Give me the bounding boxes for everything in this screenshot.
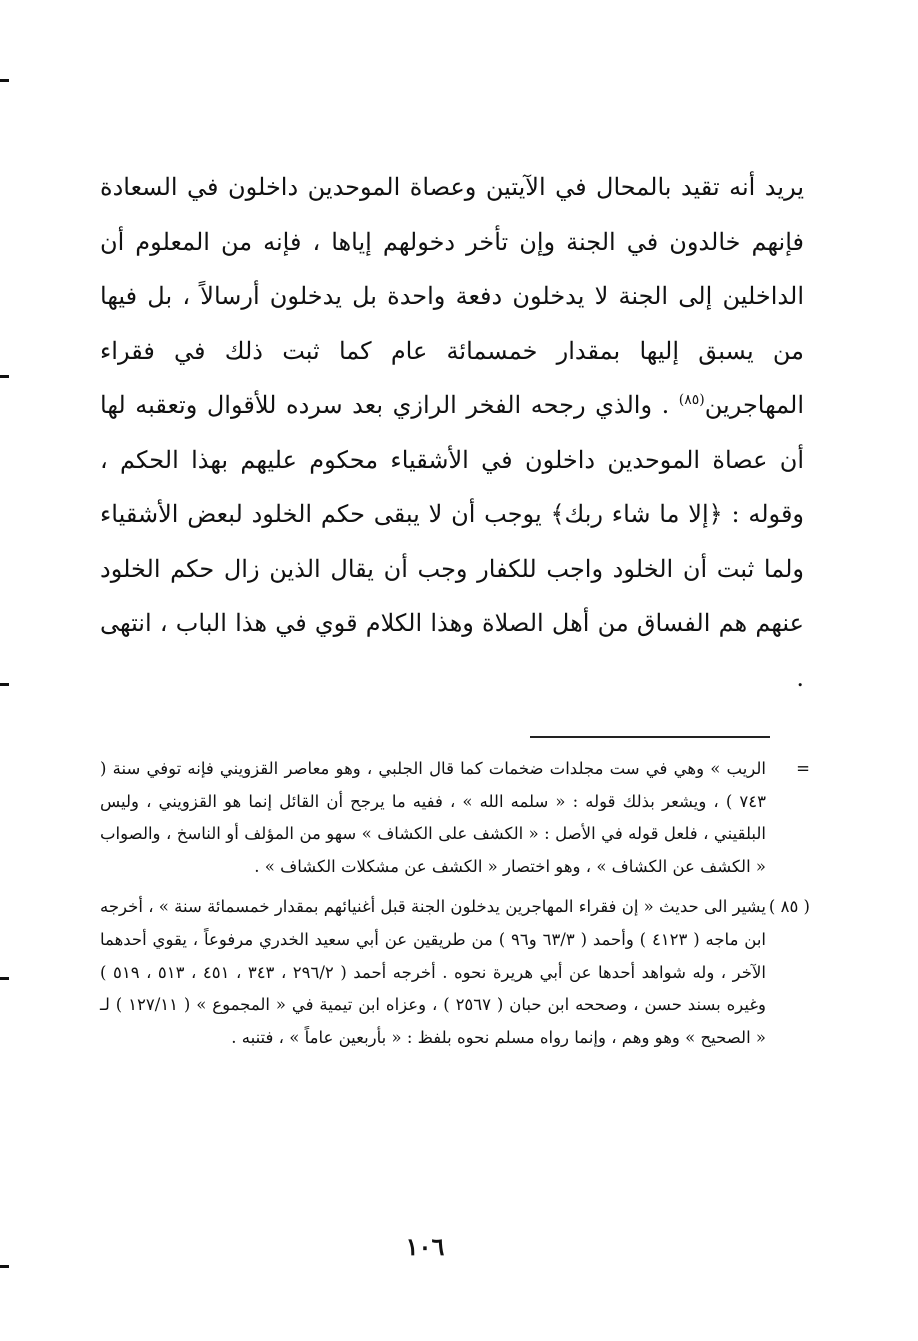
footnote-marker: = (796, 759, 810, 778)
footnote-85 (100, 891, 810, 1054)
footnote-reference: (٨٥) (678, 392, 705, 408)
footnote-text: يشير الى حديث « إن فقراء المهاجرين يدخلون الجنة قبل أغنيائهم بمقدار خمسمائة سنة » ، أخرجه ابن ماجه ( ٤١٢٣ ) وأحمد ( ٦٣/٣ و٩٦ ) من طريقين عن أبي سعيد الخدري مرفوعاً ، يقوي أحدهما الآخر ، وله شواهد أحدها عن أبي هريرة نحوه . أخرجه أحمد ( ٢٩٦/٢ ، ٣٤٣ ، ٤٥١ ، ٥١٣ ، ٥١٩ ) وغيره بسند حسن ، وصححه ابن حبان ( ٢٥٦٧ ) ، وعزاه ابن تيمية في « المجموع » ( ١٢٧/١١ ) لـ « الصحيح » وهو وهم ، وإنما رواه مسلم نحوه بلفظ : « بأربعين عاماً » ، فتنبه . (100, 897, 767, 1047)
main-text-before-ref: يريد أنه تقيد بالمحال في الآيتين وعصاة الموحدين داخلون في السعادة فإنهم خالدون في الجنة وإن تأخر دخولهم إياها ، فإنه من المعلوم أن الداخلين إلى الجنة لا يدخلون دفعة واحدة بل يدخلون أرسالاً ، بل فيها من يسبق إليها بمقدار خمسمائة عام كما ثبت ذلك في فقراء المهاجرين (100, 173, 805, 419)
page-number: ١٠٦ (405, 1232, 445, 1261)
page-edge-mark-4 (0, 977, 9, 980)
page-edge-mark-2 (0, 375, 9, 378)
footnotes (100, 753, 810, 1054)
quran-quote: ﴿إلا ما شاء ربك﴾ (550, 500, 723, 528)
footnote-continuation (100, 753, 810, 883)
footnote-text: الريب » وهي في ست مجلدات ضخمات كما قال الجلبي ، وهو معاصر القزويني فإنه توفي سنة ( ٧٤٣ ) ، ويشعر بذلك قوله : « سلمه الله » ، ففيه ما يرجح أن القائل إنما هو القزويني ، وليس البلقيني ، فلعل قوله في الأصل : « الكشف على الكشاف » سهو من المؤلف أو الناسخ ، والصواب « الكشف عن الكشاف » ، وهو اختصار « الكشف عن مشكلات الكشاف » . (100, 759, 766, 876)
main-text-after-ref: . والذي رجحه الفخر الرازي بعد سرده للأقوال وتعقبه لها أن عصاة الموحدين داخلون في الأشقياء محكوم عليهم بهذا الحكم ، وقوله : (100, 391, 805, 528)
page-edge-mark-1 (0, 79, 9, 82)
main-text (100, 160, 804, 705)
main-paragraph (100, 160, 804, 705)
footnote-separator (530, 736, 770, 738)
page-edge-mark-5 (0, 1265, 9, 1268)
page-edge-mark-3 (0, 683, 9, 686)
footnote-marker: ( ٨٥ ) (768, 897, 810, 917)
main-text-end: يوجب أن لا يبقى حكم الخلود لبعض الأشقياء ولما ثبت أن الخلود واجب للكفار وجب أن يقال الذين زال حكم الخلود عنهم هم الفساق من أهل الصلاة وهذا الكلام قوي في هذا الباب ، انتهى . (100, 500, 804, 692)
